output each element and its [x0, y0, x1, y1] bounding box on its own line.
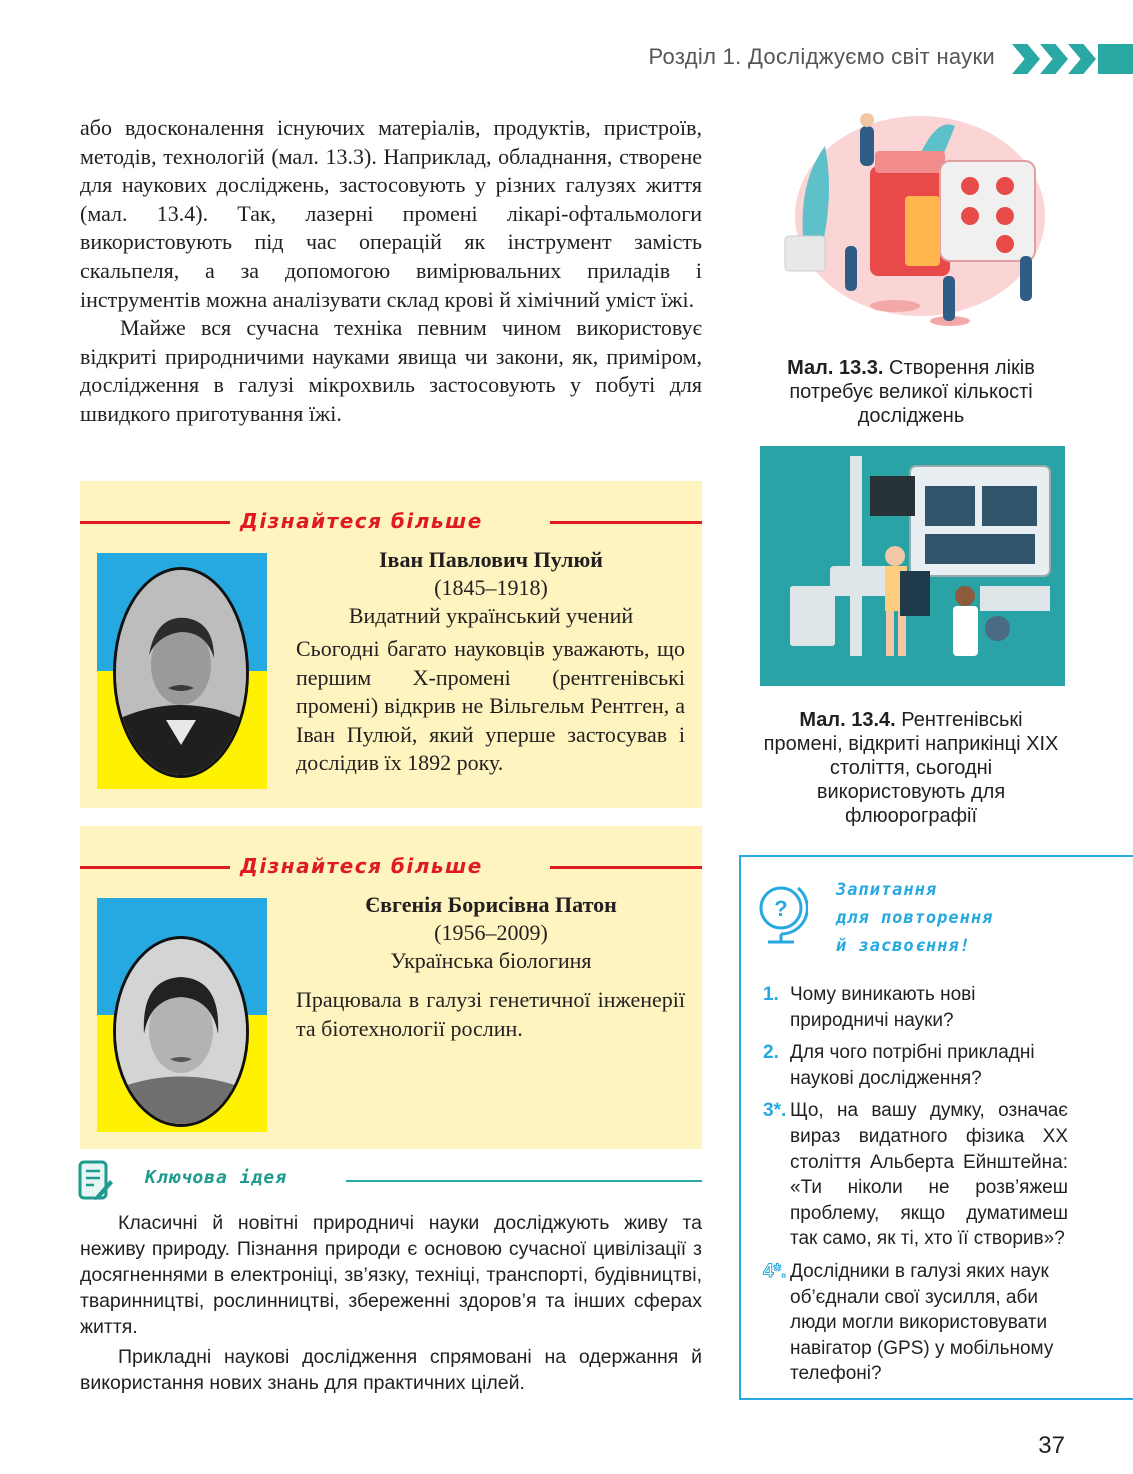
- question-number: 3*.: [763, 1100, 787, 1122]
- figure-13-4-illustration: [760, 446, 1065, 686]
- svg-text:?: ?: [774, 896, 788, 921]
- figure-caption: [758, 708, 1064, 828]
- learn-more-box: [80, 481, 702, 808]
- globe-question-icon: [758, 878, 808, 948]
- figure-caption-text: Створення ліків потребує великої кількості досліджень: [789, 357, 1035, 427]
- figure-label: Мал. 13.3.: [787, 357, 884, 379]
- notepad-icon: [78, 1160, 114, 1202]
- figure-caption-text: Рентгенівські промені, відкриті наприкінці XIX століття, сьогодні використовують для флюорографії: [763, 709, 1059, 827]
- person-description: Українська біологиня: [390, 948, 592, 973]
- person-text: Сьогодні багато науковців уважають, що першим Х-промені (рентгенівські промені) відкрив не Вільгельм Рентген, а Іван Пулюй, який уперше застосував і дослідив їх 1892 року.: [296, 636, 685, 776]
- key-idea-text: [80, 1210, 702, 1396]
- question-text: Дослідники в галузі яких наук об’єднали свої зусилля, аби люди могли використовувати навігатор (GPS) у мобільному телефоні?: [790, 1260, 1054, 1385]
- learn-more-box: [80, 826, 702, 1149]
- figure-13-3-illustration: [765, 106, 1055, 344]
- key-idea-title: Ключова ідея: [145, 1167, 288, 1188]
- chevron-right-icon: [1012, 44, 1040, 74]
- person-description: Видатний український учений: [348, 603, 634, 628]
- question-item: [763, 982, 1068, 1033]
- page-number: 37: [1038, 1432, 1065, 1459]
- person-name: Євгенія Борисівна Патон: [365, 892, 617, 917]
- figure-label: Мал. 13.4.: [799, 709, 896, 731]
- learn-more-title: Дізнайтеся більше: [240, 854, 483, 878]
- question-number: 4*.: [763, 1260, 787, 1282]
- person-name: Іван Павлович Пулюй: [379, 547, 603, 572]
- body-text: [80, 114, 702, 429]
- question-item: [763, 1040, 1068, 1091]
- person-years: (1845–1918): [434, 575, 548, 600]
- questions-list: [763, 982, 1068, 1394]
- questions-title: Запитання для повторення й засвоєння!: [836, 880, 994, 956]
- figure-caption: [758, 356, 1064, 428]
- divider: [80, 866, 230, 869]
- divider: [550, 521, 702, 524]
- question-item: [763, 1259, 1068, 1387]
- portrait-pului: [113, 567, 249, 778]
- person-years: (1956–2009): [434, 920, 548, 945]
- question-text: Що, на вашу думку, означає вираз видатного фізика ХХ століття Альберта Ейнштейна: «Ти ніколи не розв’яжеш проблему, якщо думатимеш так само, як ті, хто її створив»?: [790, 1100, 1068, 1250]
- chevron-right-icon: [1040, 44, 1068, 74]
- paragraph: або вдосконалення існуючих матеріалів, продуктів, пристроїв, методів, технологій (мал. 13.3). Наприклад, обладнання, створене для наукових досліджень, застосовують у різних галузях життя (мал. 13.4). Так, лазерні промені лікарі-офтальмологи використовують під час операцій як інструмент замість скальпеля, а за допомогою вимірювальних приладів і інструментів можна аналізувати склад крові й хімічний уміст їжі.: [80, 115, 702, 312]
- question-number: 2.: [763, 1042, 779, 1064]
- header-bar: [1098, 44, 1133, 74]
- portrait-paton: [113, 936, 249, 1127]
- person-text: Працювала в галузі генетичної інженерії та біотехнології рослин.: [296, 987, 685, 1041]
- paragraph: Класичні й новітні природничі науки досліджують живу та неживу природу. Пізнання природи є основою сучасної цивілізації з досягненнями в електроніці, зв’язку, техніці, транспорті, будівництві, тваринництві, рослинництві, збереженні здоров’я та інших сферах життя.: [80, 1212, 702, 1338]
- question-text: Чому виникають нові природничі науки?: [790, 984, 976, 1031]
- learn-more-title: Дізнайтеся більше: [240, 509, 483, 533]
- question-item: [763, 1098, 1068, 1252]
- divider: [346, 1180, 702, 1182]
- paragraph: Майже вся сучасна техніка певним чином використовує відкриті природничими науками явища чи закони, як, приміром, дослідження в галузі мікрохвиль застосовують у побуті для швидкого приготування їжі.: [80, 315, 702, 426]
- divider: [550, 866, 702, 869]
- chevron-right-icon: [1068, 44, 1096, 74]
- paragraph: Прикладні наукові дослідження спрямовані на одержання й використання нових знань для практичних цілей.: [80, 1346, 702, 1394]
- question-number: 1.: [763, 984, 779, 1005]
- divider: [80, 521, 230, 524]
- section-header: Розділ 1. Досліджуємо світ науки: [648, 44, 995, 69]
- question-text: Для чого потрібні прикладні наукові дослідження?: [790, 1042, 1035, 1089]
